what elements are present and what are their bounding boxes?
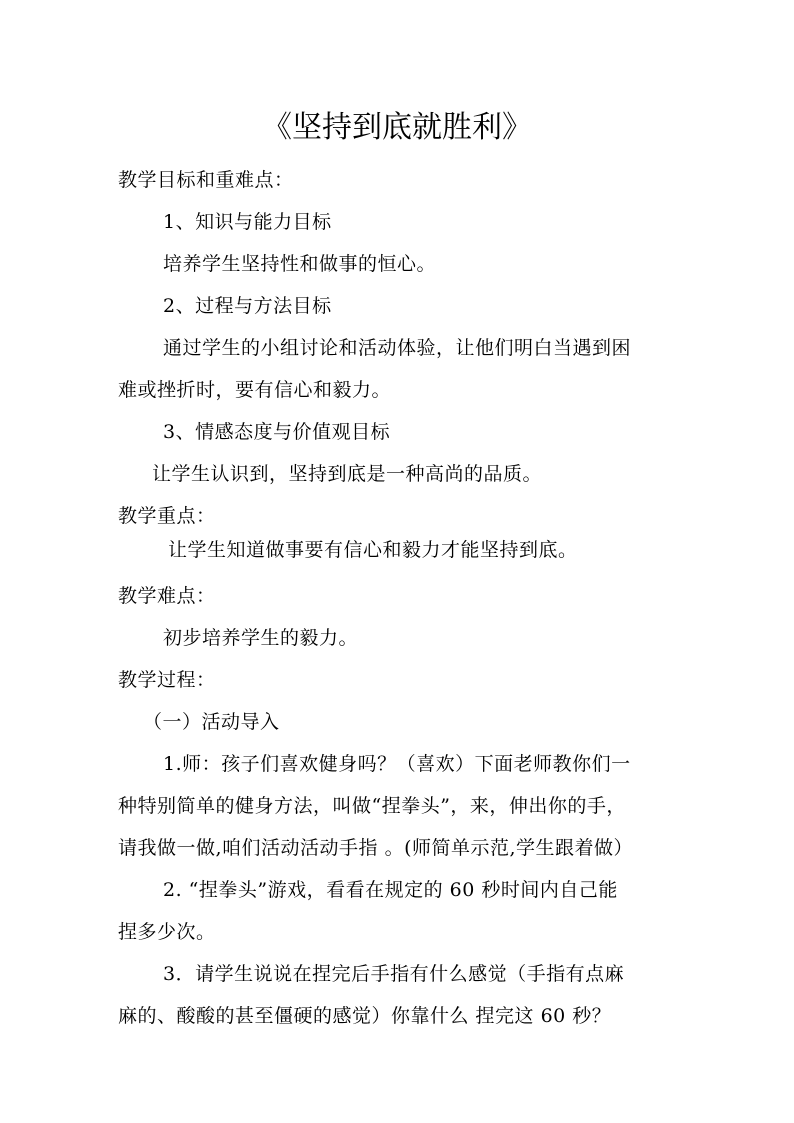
difficulties-heading: 教学难点： [118,585,216,607]
objective-1-heading: 1、知识与能力目标 [163,211,332,233]
key-points-heading: 教学重点： [118,505,216,527]
objectives-heading: 教学目标和重难点： [118,169,294,191]
objective-1-text: 培养学生坚持性和做事的恒心。 [163,253,437,275]
key-points-text: 让学生知道做事要有信心和毅力才能坚持到底。 [168,539,578,561]
document-title: 《坚持到底就胜利》 [262,110,532,145]
step-1-line2: 种特别简单的健身方法，叫做“捏拳头”，来，伸出你的手， [118,795,626,817]
objective-2-text-line1: 通过学生的小组讨论和活动体验，让他们明白当遇到困 [163,337,632,359]
difficulties-text: 初步培养学生的毅力。 [163,627,359,649]
objective-2-heading: 2、过程与方法目标 [163,295,332,317]
process-heading: 教学过程： [118,669,216,691]
objective-2-text-line2: 难或挫折时，要有信心和毅力。 [118,379,392,401]
step-1-line1: 1.师：孩子们喜欢健身吗？（喜欢）下面老师教你们一 [163,753,631,775]
step-3-line2: 麻的、酸酸的甚至僵硬的感觉）你靠什么 捏完这 60 秒？ [118,1005,612,1027]
step-2-line2: 捏多少次。 [118,921,216,943]
step-2-line1: 2. “捏拳头”游戏，看看在规定的 60 秒时间内自己能 [163,879,618,901]
objective-3-heading: 3、情感态度与价值观目标 [163,421,391,443]
objective-3-text: 让学生认识到，坚持到底是一种高尚的品质。 [152,463,543,485]
step-3-line1: 3．请学生说说在捏完后手指有什么感觉（手指有点麻 [163,963,625,985]
step-1-line3: 请我做一做,咱们活动活动手指 。(师简单示范,学生跟着做） [118,837,634,859]
section-1-heading: （一）活动导入 [143,711,280,733]
